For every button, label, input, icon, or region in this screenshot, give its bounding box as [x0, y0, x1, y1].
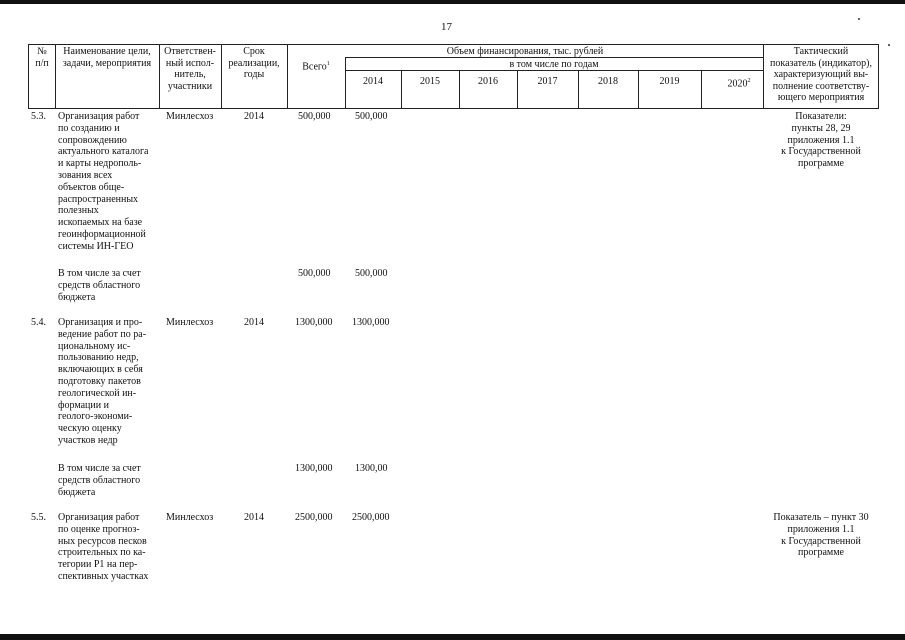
row-responsible: Минлесхоз [166, 111, 214, 122]
row-number: 5.4. [31, 317, 46, 328]
row-2014: 500,000 [355, 268, 388, 279]
row-2014: 1300,00 [355, 463, 388, 474]
row-responsible: Минлесхоз [166, 512, 214, 523]
row-total: 1300,000 [295, 317, 333, 328]
scan-speck [888, 44, 890, 46]
row-total: 2500,000 [295, 512, 333, 523]
row-total: 500,000 [298, 111, 331, 122]
row-name: В том числе за счет средств областного бюджета [58, 268, 141, 303]
header-year: 2016 [478, 76, 498, 87]
header-year: 2018 [598, 76, 618, 87]
row-responsible: Минлесхоз [166, 317, 214, 328]
scan-border-bottom [0, 634, 905, 640]
row-term: 2014 [244, 512, 264, 523]
header-year: 2015 [420, 76, 440, 87]
row-number: 5.5. [31, 512, 46, 523]
scan-border-top [0, 0, 905, 4]
row-2014: 500,000 [355, 111, 388, 122]
header-bottom-border [28, 108, 878, 109]
header-funding: Объем финансирования, тыс. рублей [446, 46, 604, 57]
header-year: 2020$^2$ [727, 78, 751, 90]
scan-speck [858, 18, 860, 20]
row-name: Организация работ по созданию и сопровождению актуального каталога и карты недрополь- зования всех объектов обще- распространенных полезных ископаемых на базе геоинформационной системы ИН-ГЕО [58, 111, 149, 252]
page-number: 17 [441, 21, 452, 33]
header-name: Наименование цели, задачи, мероприятия [62, 46, 152, 69]
row-indicator: Показатели: пункты 28, 29 приложения 1.1 к Государственной программе [781, 111, 861, 170]
row-name: В том числе за счет средств областного бюджета [58, 463, 141, 498]
header-by-years: в том числе по годам [509, 59, 599, 70]
row-name: Организация работ по оценке прогноз- ных ресурсов песков строительных по ка- тегории Р1 на пер- спективных участках [58, 512, 149, 582]
row-total: 500,000 [298, 268, 331, 279]
row-term: 2014 [244, 317, 264, 328]
row-total: 1300,000 [295, 463, 333, 474]
header-top-border [28, 44, 878, 45]
row-indicator: Показатель – пункт 30 приложения 1.1 к Государственной программе [773, 512, 869, 559]
row-2014: 2500,000 [352, 512, 390, 523]
header-year: 2014 [363, 76, 383, 87]
row-2014: 1300,000 [352, 317, 390, 328]
header-number: № п/п [35, 46, 49, 69]
header-year: 2019 [659, 76, 680, 87]
header-year: 2017 [537, 76, 558, 87]
header-responsible: Ответствен- ный испол- нитель, участники [164, 46, 216, 92]
row-name: Организация и про- ведение работ по ра- циональному ис- пользованию недр, включающих в себя подготовку пакетов геологической ин- формации и геолого-экономи- ческую оценку участков недр [58, 317, 147, 446]
header-total: Всего$^1$ [302, 61, 330, 73]
header-term: Срок реализации, годы [228, 46, 280, 80]
row-number: 5.3. [31, 111, 46, 122]
row-term: 2014 [244, 111, 264, 122]
header-indicator: Тактический показатель (индикатор), характеризующий вы- полнение соответству- ющего мероприятия [770, 46, 872, 103]
